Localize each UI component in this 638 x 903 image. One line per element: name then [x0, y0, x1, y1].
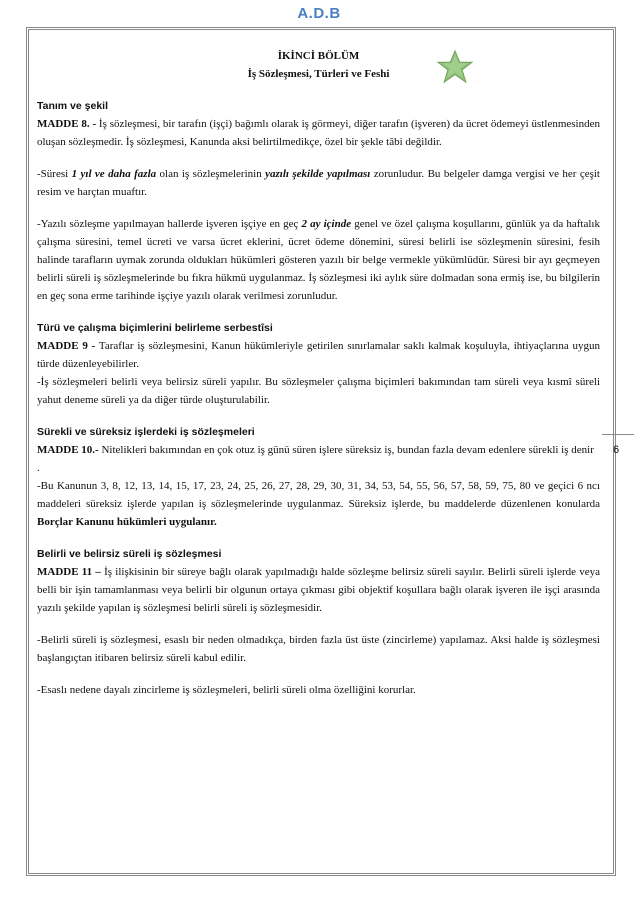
madde-label: MADDE 11 – [37, 566, 101, 578]
madde-label: MADDE 10.- [37, 444, 99, 456]
paragraph: -Esaslı nedene dayalı zincirleme iş sözleşmeleri, belirli süreli olma özelliğini korurlar. [37, 684, 416, 696]
paragraph [37, 215, 600, 305]
madde-11 [37, 563, 600, 617]
madde-label: MADDE 9 - [37, 340, 96, 352]
text-span: -Süresi [37, 168, 72, 180]
paragraph: -İş sözleşmeleri belirli veya belirsiz süreli yapılır. Bu sözleşmeler çalışma biçimleri bakımından tam süreli veya kısmî süreli yahut deneme süreli ya da diğer türde oluşturulabilir. [37, 376, 600, 406]
section-heading: Türü ve çalışma biçimlerini belirleme serbestîsi [37, 322, 273, 334]
section-belirli [37, 545, 600, 699]
madde-10 [37, 441, 600, 459]
header-title: A.D.B [297, 5, 341, 22]
emphasis: Borçlar Kanunu hükümleri uygulanır. [37, 516, 217, 528]
chapter-subtitle: İş Sözleşmesi, Türleri ve Feshi [247, 68, 390, 80]
chapter-title: İKİNCİ BÖLÜM [277, 50, 360, 62]
section-tanim [37, 97, 600, 305]
paragraph: -Belirli süreli iş sözleşmesi, esaslı bir neden olmadıkça, birden fazla üst üste (zincirleme) yapılamaz. Aksi halde iş sözleşmesi başlangıçtan itibaren belirsiz süreli kabul edilir. [37, 634, 600, 664]
madde-text: Nitelikleri bakımından en çok otuz iş günü süren işlere süreksiz iş, bundan fazla devam edenlere sürekli iş denir [98, 444, 594, 456]
madde-text: İş ilişkisinin bir süreye bağlı olarak yapılmadığı halde sözleşme belirsiz süreli sayılır. Belirli süreli işlerde veya belli bir işin tamamlanması veya belirli bir olgunun ortaya çıkması gibi objektif koşullara bağlı olarak işveren ile işçi arasında yazılı şekilde yapılan iş sözleşmesi belirli süreli iş sözleşmesidir. [37, 566, 600, 614]
text-span: -Bu Kanunun 3, 8, 12, 13, 14, 15, 17, 23, 24, 25, 26, 27, 28, 29, 30, 31, 34, 53, 54, 55, 56, 57, 58, 59, 75, 80 ve geçici 6 ncı maddeleri süreksiz işlerde yapılan iş sözleşmelerinde uygulanmaz. Süreksiz işlerde, bu maddelerde düzenlenen konularda [37, 480, 600, 510]
section-heading: Sürekli ve süreksiz işlerdeki iş sözleşmeleri [37, 426, 255, 438]
section-heading: Belirli ve belirsiz süreli iş sözleşmesi [37, 548, 222, 560]
document-body [37, 47, 600, 699]
dot-line: . [37, 462, 40, 474]
emphasis: yazılı şekilde yapılması [265, 168, 371, 180]
page-tab-divider [602, 434, 634, 435]
paragraph [37, 165, 600, 201]
paragraph [37, 477, 600, 531]
madde-9 [37, 337, 600, 373]
star-icon [436, 49, 474, 85]
text-span: zorunludur. Bu belgeler damga vergisi ve her çeşit resim ve harçtan muaftır. [37, 168, 600, 198]
madde-text: İş sözleşmesi, bir tarafın (işçi) bağımlı olarak iş görmeyi, diğer tarafın (işveren) da ücret ödemeyi üstlenmesinden oluşan sözleşmedir. İş sözleşmesi, Kanunda aksi belirtilmedikçe, özel bir şekle tâbi değildir. [37, 118, 600, 148]
section-heading: Tanım ve şekil [37, 100, 109, 112]
page-number: 6 [613, 444, 620, 456]
section-turu [37, 319, 600, 409]
text-span: olan iş sözleşmelerinin [156, 168, 266, 180]
section-surekli [37, 423, 600, 531]
madde-text: Taraflar iş sözleşmesini, Kanun hükümleriyle getirilen sınırlamalar saklı kalmak koşuluyla, ihtiyaçlarına uygun türde düzenleyebilirler. [37, 340, 601, 370]
chapter-header [37, 47, 600, 83]
text-span: genel ve özel çalışma koşullarını, günlük ya da haftalık çalışma süresini, temel ücreti ve varsa ücret eklerini, ücret ödeme dönemini, süresi belirli ise sözleşmenin süresini, fesih halinde tarafların uymak zorunda oldukları hükümleri gösteren yazılı bir belge vermekle yükümlüdür. Süresi bir ayı geçmeyen belirli süreli iş sözleşmelerinde bu fıkra hükmü uygulanmaz. İş sözleşmesi iki aylık süre dolmadan sona ermiş ise, bu bilgilerin en geç sona erme tarihinde işçiye yazılı olarak verilmesi zorunludur. [37, 218, 600, 302]
emphasis: 2 ay içinde [301, 218, 352, 230]
madde-8 [37, 115, 600, 151]
madde-label: MADDE 8. - [37, 118, 97, 130]
emphasis: 1 yıl ve daha fazla [71, 168, 157, 180]
text-span: -Yazılı sözleşme yapılmayan hallerde işveren işçiye en geç [37, 218, 302, 230]
